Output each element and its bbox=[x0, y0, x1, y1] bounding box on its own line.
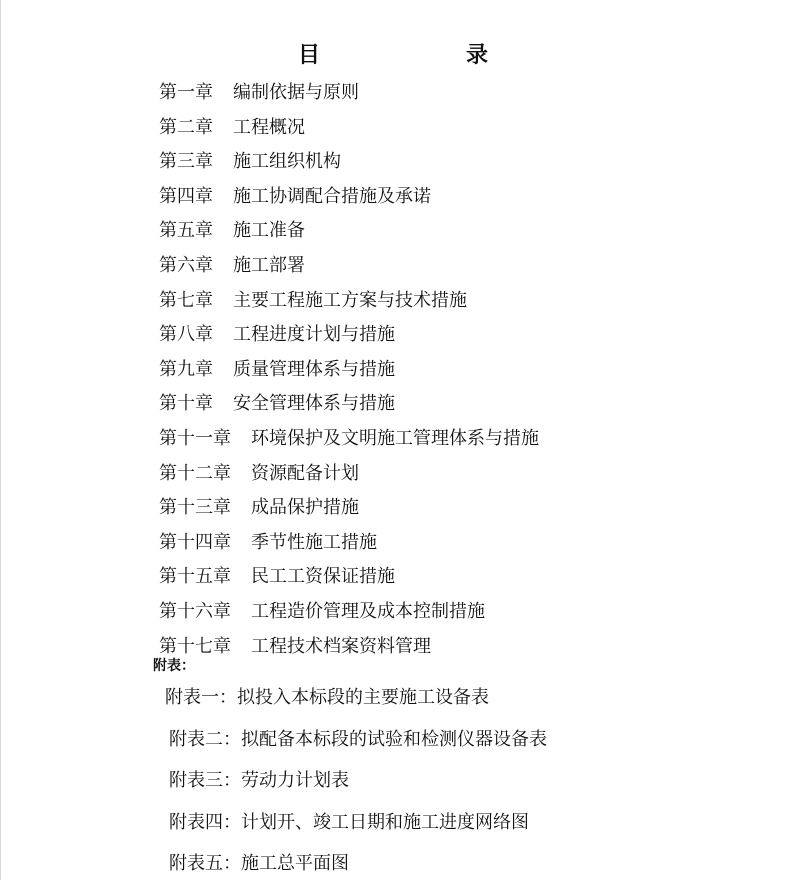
chapter-title: 工程技术档案资料管理 bbox=[251, 635, 431, 657]
chapter-number: 第十四章 bbox=[159, 531, 231, 553]
chapter-entry bbox=[159, 630, 539, 665]
chapter-title: 资源配备计划 bbox=[251, 462, 359, 484]
chapter-title: 施工部署 bbox=[233, 254, 305, 276]
appendix-entry: 附表二：拟配备本标段的试验和检测仪器设备表 bbox=[169, 728, 547, 750]
chapter-number: 第十三章 bbox=[159, 497, 231, 519]
chapter-entry bbox=[159, 526, 539, 561]
chapter-entry bbox=[159, 111, 539, 146]
chapter-number: 第二章 bbox=[159, 116, 213, 138]
chapter-title: 工程造价管理及成本控制措施 bbox=[251, 600, 485, 622]
chapter-number: 第四章 bbox=[159, 185, 213, 207]
chapter-number: 第十五章 bbox=[159, 566, 231, 588]
chapter-title: 成品保护措施 bbox=[251, 497, 359, 519]
chapter-number: 第六章 bbox=[159, 254, 213, 276]
chapter-entry bbox=[159, 145, 539, 180]
chapter-title: 质量管理体系与措施 bbox=[233, 358, 395, 380]
chapter-title: 施工协调配合措施及承诺 bbox=[233, 185, 431, 207]
chapter-title: 施工组织机构 bbox=[233, 151, 341, 173]
appendix-entry: 附表四：计划开、竣工日期和施工进度网络图 bbox=[169, 811, 529, 833]
chapter-number: 第十七章 bbox=[159, 635, 231, 657]
chapter-number: 第十一章 bbox=[159, 427, 231, 449]
chapter-number: 第三章 bbox=[159, 151, 213, 173]
chapter-number: 第十章 bbox=[159, 393, 213, 415]
chapter-entry bbox=[159, 491, 539, 526]
chapter-number: 第七章 bbox=[159, 289, 213, 311]
chapter-entry bbox=[159, 214, 539, 249]
chapter-entry bbox=[159, 76, 539, 111]
chapter-entry bbox=[159, 595, 539, 630]
appendix-entry: 附表一：拟投入本标段的主要施工设备表 bbox=[165, 687, 489, 708]
chapter-title: 季节性施工措施 bbox=[251, 531, 377, 553]
chapter-entry bbox=[159, 353, 539, 388]
chapter-number: 第十二章 bbox=[159, 462, 231, 484]
chapter-entry bbox=[159, 284, 539, 319]
chapter-title: 主要工程施工方案与技术措施 bbox=[233, 289, 467, 311]
chapter-entry bbox=[159, 249, 539, 284]
chapter-number: 第八章 bbox=[159, 324, 213, 346]
chapter-title: 民工工资保证措施 bbox=[251, 566, 395, 588]
chapter-title: 环境保护及文明施工管理体系与措施 bbox=[251, 427, 539, 449]
appendix-entry: 附表三：劳动力计划表 bbox=[169, 770, 349, 791]
chapter-number: 第一章 bbox=[159, 82, 213, 103]
chapter-entry bbox=[159, 387, 539, 422]
chapter-title: 施工准备 bbox=[233, 220, 305, 242]
chapter-entry bbox=[159, 180, 539, 215]
chapter-entry bbox=[159, 422, 539, 457]
chapter-entry bbox=[159, 457, 539, 492]
appendix-entry: 附表五：施工总平面图 bbox=[169, 853, 349, 874]
chapter-list bbox=[159, 76, 539, 664]
chapter-title: 工程进度计划与措施 bbox=[233, 324, 395, 346]
chapter-title: 编制依据与原则 bbox=[233, 82, 359, 103]
appendix-list bbox=[0, 680, 547, 888]
chapter-title: 工程概况 bbox=[233, 116, 305, 138]
chapter-entry bbox=[159, 560, 539, 595]
chapter-number: 第九章 bbox=[159, 358, 213, 380]
chapter-number: 第十六章 bbox=[159, 600, 231, 622]
chapter-number: 第五章 bbox=[159, 220, 213, 242]
appendix-heading: 附表： bbox=[153, 658, 195, 674]
chapter-entry bbox=[159, 318, 539, 353]
chapter-title: 安全管理体系与措施 bbox=[233, 393, 395, 415]
toc-title: 目 录 bbox=[297, 42, 522, 68]
